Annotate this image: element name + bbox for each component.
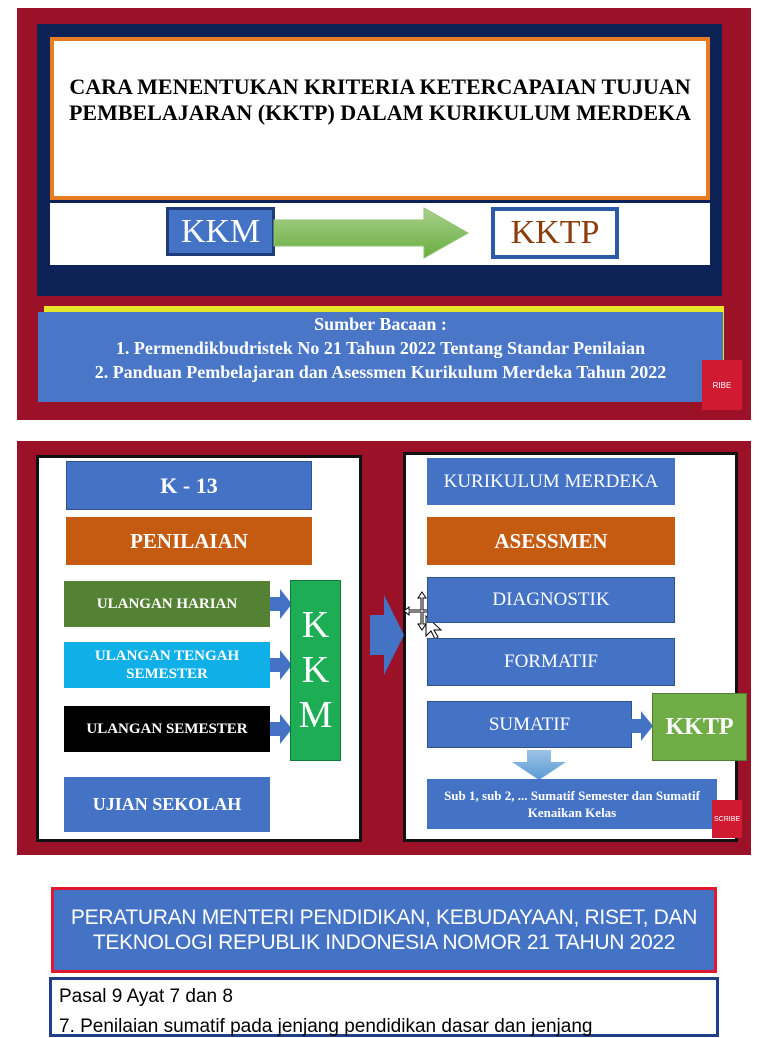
diagnostik-box: DIAGNOSTIK [427, 577, 675, 623]
arrow-right-icon [270, 589, 292, 619]
kkm-letter: M [298, 694, 333, 736]
kurikulum-merdeka-header: KURIKULUM MERDEKA [427, 458, 675, 505]
watermark-badge: RIBE [702, 360, 742, 410]
penilaian-header: PENILAIAN [66, 517, 312, 565]
arrow-right-icon [270, 714, 292, 744]
kktp-label: KKTP [491, 207, 619, 259]
kkm-vertical-box [290, 580, 341, 761]
ulangan-harian-box: ULANGAN HARIAN [64, 581, 270, 627]
pasal-heading: Pasal 9 Ayat 7 dan 8 [59, 986, 233, 1007]
right-arrow-icon [272, 206, 472, 260]
ujian-sekolah-box: UJIAN SEKOLAH [64, 777, 270, 832]
big-arrow-right-icon [370, 595, 404, 675]
sumatif-note-box: Sub 1, sub 2, ... Sumatif Semester dan Sumatif Kenaikan Kelas [427, 779, 717, 829]
ulangan-tengah-semester-box: ULANGAN TENGAH SEMESTER [64, 642, 270, 688]
kktp-box: KKTP [652, 693, 747, 761]
kkm-letter: K [301, 649, 330, 691]
arrow-right-icon [631, 711, 653, 741]
slide-3-title: PERATURAN MENTERI PENDIDIKAN, KEBUDAYAAN, RISET, DAN TEKNOLOGI REPUBLIK INDONESIA NOMOR 21 TAHUN 2022 [51, 887, 717, 973]
watermark-badge: SCRIBE [712, 800, 742, 838]
kkm-label: KKM [166, 207, 275, 256]
source-item: 1. Permendikbudristek No 21 Tahun 2022 Tentang Standar Penilaian [115, 338, 646, 358]
arrow-right-icon [270, 650, 292, 680]
kkm-letter: K [301, 604, 330, 646]
ulangan-semester-box: ULANGAN SEMESTER [64, 706, 270, 752]
slide-1-title: CARA MENENTUKAN KRITERIA KETERCAPAIAN TUJUAN PEMBELAJARAN (KKTP) DALAM KURIKULUM MERDEKA [68, 74, 692, 125]
arrow-down-icon [512, 750, 566, 780]
asessmen-header: ASESSMEN [427, 517, 675, 565]
source-item: 2. Panduan Pembelajaran dan Asessmen Kurikulum Merdeka Tahun 2022 [94, 362, 667, 382]
sources-box [38, 312, 723, 402]
formatif-box: FORMATIF [427, 638, 675, 686]
sumatif-box: SUMATIF [427, 701, 632, 748]
body-text: 7. Penilaian sumatif pada jenjang pendidikan dasar dan jenjang [59, 1016, 593, 1037]
sources-heading: Sumber Bacaan : [314, 314, 447, 334]
k13-header: K - 13 [66, 461, 312, 510]
